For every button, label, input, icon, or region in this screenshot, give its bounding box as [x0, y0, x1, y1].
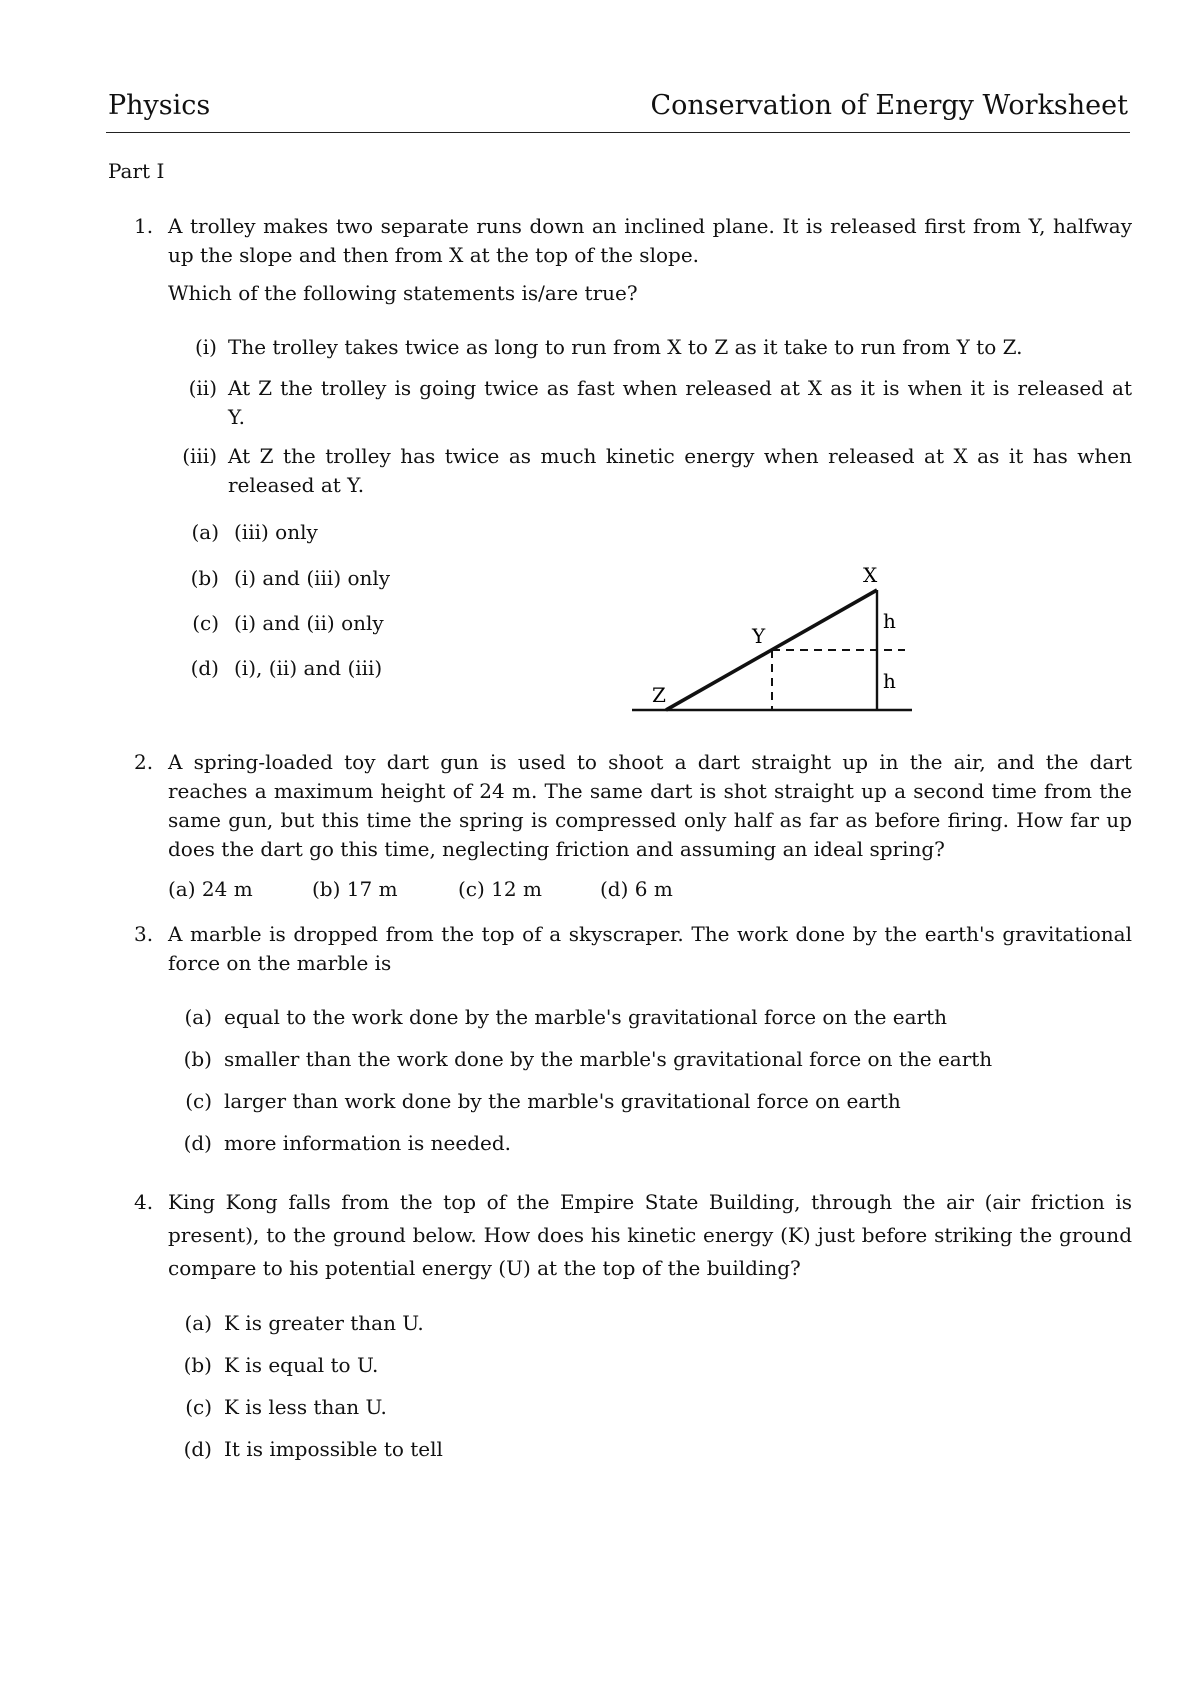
question-text-line: force on the marble is — [168, 951, 392, 975]
subject-title: Physics — [108, 90, 211, 121]
statement-text: released at Y. — [228, 473, 365, 497]
option-label: (a) — [184, 1311, 212, 1335]
option-text: (i) and (iii) only — [234, 566, 391, 590]
inclined-plane-diagram — [620, 560, 920, 720]
option-text: equal to the work done by the marble's gravitational force on the earth — [224, 1005, 948, 1029]
question-text-line: A trolley makes two separate runs down an inclined plane. It is released first from Y, halfway — [168, 214, 1132, 238]
question-text-line: up the slope and then from X at the top of the slope. — [168, 243, 700, 267]
option-text: (iii) only — [234, 520, 318, 544]
option-label: (c) — [185, 1395, 212, 1419]
option-text: more information is needed. — [224, 1131, 512, 1155]
option-label: (d) — [183, 1131, 212, 1155]
option-label: (a) — [184, 1005, 212, 1029]
option-label: (a) — [191, 520, 219, 544]
question-number: 1. — [134, 214, 154, 238]
question-text-line: reaches a maximum height of 24 m. The same dart is shot straight up a second time from the — [168, 779, 1132, 803]
question-text-line: A marble is dropped from the top of a skyscraper. The work done by the earth's gravitational — [168, 922, 1132, 946]
statement-label: (ii) — [188, 376, 217, 400]
option-d: (d) 6 m — [600, 877, 673, 901]
question-prompt: Which of the following statements is/are true? — [168, 281, 638, 305]
option-text: K is less than U. — [224, 1395, 387, 1419]
option-text: (i), (ii) and (iii) — [234, 656, 383, 680]
option-a: (a) 24 m — [168, 877, 253, 901]
option-text: K is equal to U. — [224, 1353, 379, 1377]
question-text-line: same gun, but this time the spring is compressed only half as far as before firing. How far up — [168, 808, 1132, 832]
label-h-bottom: h — [883, 669, 896, 693]
part-title: Part I — [108, 159, 165, 183]
question-text-line: King Kong falls from the top of the Empire State Building, through the air (air friction is — [168, 1190, 1132, 1214]
question-number: 4. — [134, 1190, 154, 1214]
option-label: (c) — [185, 1089, 212, 1113]
label-h-top: h — [883, 609, 896, 633]
question-text-line: present), to the ground below. How does his kinetic energy (K) just before striking the ground — [168, 1223, 1132, 1247]
option-text: smaller than the work done by the marble's gravitational force on the earth — [224, 1047, 993, 1071]
page-header — [106, 88, 1130, 133]
statement-text: The trolley takes twice as long to run from X to Z as it take to run from Y to Z. — [228, 335, 1023, 359]
statement-label: (i) — [194, 335, 217, 359]
option-label: (b) — [183, 1047, 212, 1071]
label-x: X — [863, 563, 878, 587]
statement-label: (iii) — [182, 444, 217, 468]
option-b: (b) 17 m — [312, 877, 398, 901]
question-text-line: does the dart go this time, neglecting friction and assuming an ideal spring? — [168, 837, 945, 861]
statement-text: Y. — [228, 405, 245, 429]
statement-text: At Z the trolley has twice as much kinetic energy when released at X as it has when — [228, 444, 1132, 468]
question-number: 2. — [134, 750, 154, 774]
option-label: (c) — [192, 611, 219, 635]
option-text: K is greater than U. — [224, 1311, 424, 1335]
option-text: It is impossible to tell — [224, 1437, 443, 1461]
option-label: (d) — [183, 1437, 212, 1461]
question-text-line: A spring-loaded toy dart gun is used to shoot a dart straight up in the air, and the dart — [168, 750, 1132, 774]
question-text-line: compare to his potential energy (U) at the top of the building? — [168, 1256, 801, 1280]
option-label: (b) — [190, 566, 219, 590]
question-number: 3. — [134, 922, 154, 946]
option-text: (i) and (ii) only — [234, 611, 384, 635]
option-text: larger than work done by the marble's gravitational force on earth — [224, 1089, 901, 1113]
statement-text: At Z the trolley is going twice as fast when released at X as it is when it is released at — [228, 376, 1132, 400]
label-z: Z — [652, 683, 666, 707]
option-label: (d) — [190, 656, 219, 680]
label-y: Y — [752, 624, 766, 648]
option-label: (b) — [183, 1353, 212, 1377]
option-c: (c) 12 m — [458, 877, 542, 901]
worksheet-title: Conservation of Energy Worksheet — [650, 90, 1128, 121]
